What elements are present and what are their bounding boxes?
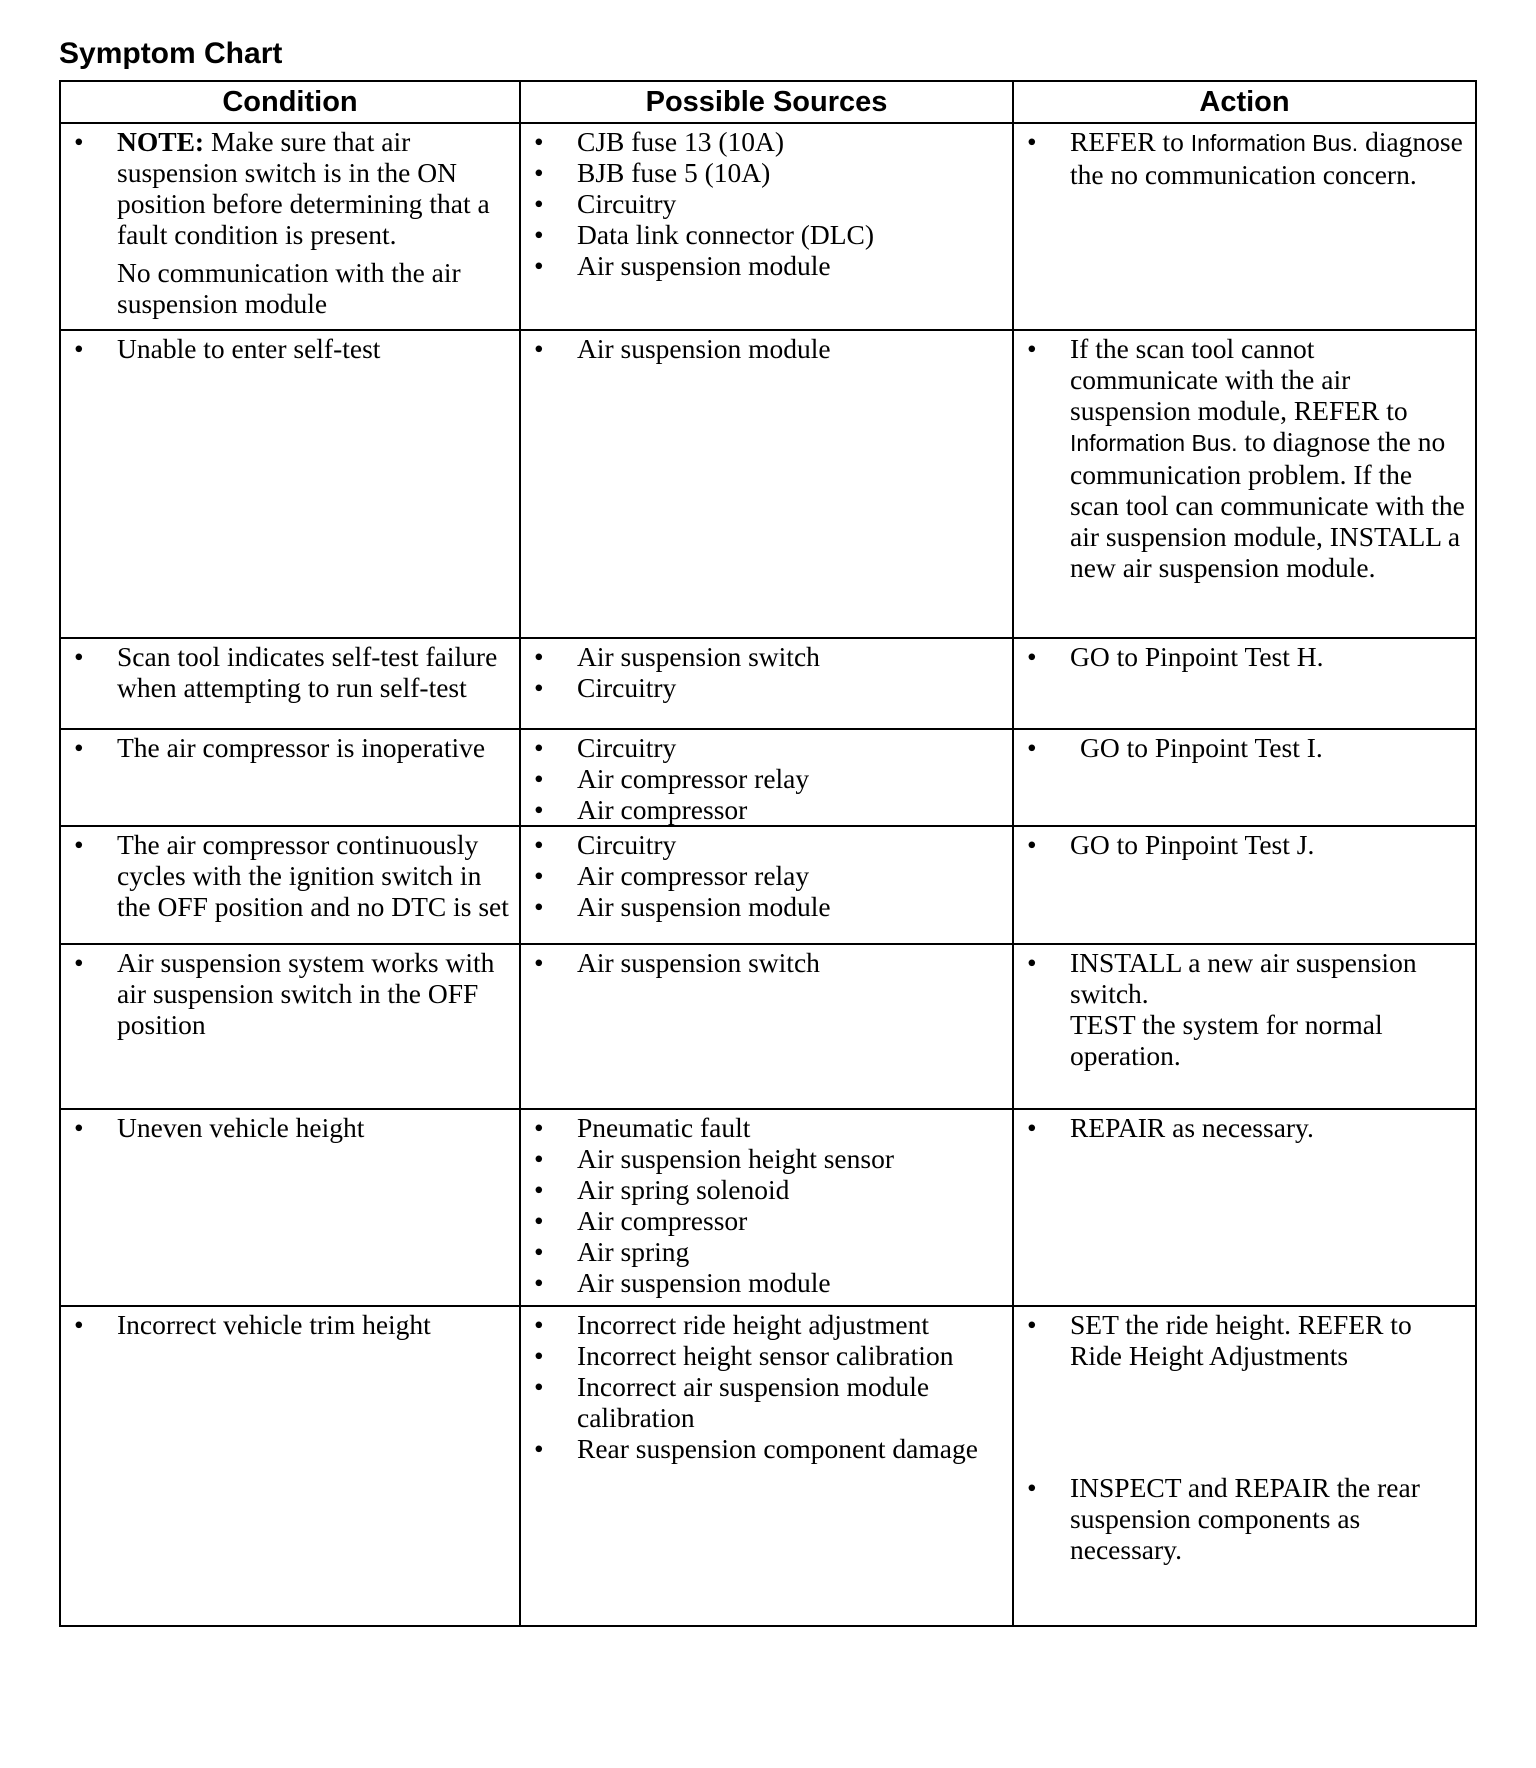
condition-cell <box>60 1109 520 1306</box>
sources-cell <box>520 729 1013 826</box>
source-item: • CJB fuse 13 (10A) <box>529 126 1004 157</box>
condition-item: • The air compressor continuously cycles with the ignition switch in the OFF position and no DTC is set <box>69 829 511 922</box>
information-bus-reference: Information Bus. <box>1070 430 1238 456</box>
note-text: Make sure that air suspension switch is in the ON position before determining that a fault condition is present. <box>117 126 490 250</box>
action-cell <box>1013 826 1476 944</box>
condition-item: • Scan tool indicates self-test failure when attempting to run self-test <box>69 641 511 703</box>
action-line: • INSTALL a new air suspension switch. <box>1070 947 1417 1009</box>
action-item <box>1022 947 1467 1071</box>
source-item: • Circuitry <box>529 672 1004 703</box>
sources-cell <box>520 330 1013 638</box>
action-item: • GO to Pinpoint Test H. <box>1022 641 1467 672</box>
action-text: to diagnose the no communication problem. If the scan tool can communicate with the air suspension module, INSTALL a new air suspension module. <box>1070 426 1465 583</box>
sources-cell <box>520 1306 1013 1626</box>
source-item: • Circuitry <box>529 732 1004 763</box>
source-item: • Air compressor relay <box>529 860 1004 891</box>
condition-item: • The air compressor is inoperative <box>69 732 511 763</box>
condition-cell <box>60 826 520 944</box>
source-item: • Pneumatic fault <box>529 1112 1004 1143</box>
table-row <box>60 123 1476 330</box>
action-text: If the scan tool cannot communicate with the air suspension module, REFER to <box>1070 333 1408 426</box>
source-item: • Air suspension module <box>529 250 1004 281</box>
condition-item: • Unable to enter self-test <box>69 333 511 364</box>
sources-cell <box>520 123 1013 330</box>
information-bus-reference: Information Bus. <box>1190 130 1359 156</box>
source-item: • BJB fuse 5 (10A) <box>529 157 1004 188</box>
table-row <box>60 826 1476 944</box>
sources-cell <box>520 944 1013 1109</box>
source-item: • Air compressor <box>529 1205 1004 1236</box>
condition-cell <box>60 123 520 330</box>
action-item: • SET the ride height. REFER to Ride Height Adjustments <box>1022 1309 1467 1371</box>
source-item: • Circuitry <box>529 829 1004 860</box>
action-item <box>1022 333 1467 583</box>
sources-cell <box>520 638 1013 729</box>
source-item: • Air compressor relay <box>529 763 1004 794</box>
table-row <box>60 944 1476 1109</box>
source-item: • Air compressor <box>529 794 1004 825</box>
condition-item: • Air suspension system works with air suspension switch in the OFF position <box>69 947 511 1040</box>
action-item: • REPAIR as necessary. <box>1022 1112 1467 1143</box>
table-row <box>60 330 1476 638</box>
action-item: • GO to Pinpoint Test J. <box>1022 829 1467 860</box>
table-row <box>60 1109 1476 1306</box>
table-header-row <box>60 81 1476 123</box>
source-item: • Circuitry <box>529 188 1004 219</box>
source-item: • Air suspension module <box>529 1267 1004 1298</box>
condition-cell <box>60 638 520 729</box>
source-item: • Air spring solenoid <box>529 1174 1004 1205</box>
action-item <box>1022 126 1467 190</box>
action-cell <box>1013 638 1476 729</box>
source-item: • Rear suspension component damage <box>529 1433 1004 1464</box>
condition-cell <box>60 330 520 638</box>
action-text: REFER to <box>1070 126 1191 157</box>
source-item: • Air suspension switch <box>529 947 1004 978</box>
source-item: • Incorrect ride height adjustment <box>529 1309 1004 1340</box>
condition-item: • Uneven vehicle height <box>69 1112 511 1143</box>
condition-extra: No communication with the air suspension module <box>117 257 461 319</box>
condition-item <box>69 126 511 250</box>
source-item: • Air suspension switch <box>529 641 1004 672</box>
header-possible-sources: Possible Sources <box>520 81 1013 123</box>
action-cell <box>1013 729 1476 826</box>
action-item: • INSPECT and REPAIR the rear suspension components as necessary. <box>1022 1472 1467 1565</box>
header-action: Action <box>1013 81 1476 123</box>
source-item: • Incorrect air suspension module calibration <box>529 1371 1004 1433</box>
action-text: diagnose the no communication concern. <box>1070 126 1463 190</box>
condition-cell <box>60 1306 520 1626</box>
sources-cell <box>520 826 1013 944</box>
source-item: • Air suspension module <box>529 891 1004 922</box>
symptom-table <box>59 80 1477 1627</box>
source-item: • Air spring <box>529 1236 1004 1267</box>
table-row <box>60 729 1476 826</box>
action-text: GO to Pinpoint Test I. <box>1080 732 1323 763</box>
action-cell <box>1013 123 1476 330</box>
condition-cell <box>60 729 520 826</box>
header-condition: Condition <box>60 81 520 123</box>
condition-cell <box>60 944 520 1109</box>
source-item: • Incorrect height sensor calibration <box>529 1340 1004 1371</box>
action-cell <box>1013 944 1476 1109</box>
chart-title: Symptom Chart <box>59 37 283 70</box>
action-cell <box>1013 1109 1476 1306</box>
source-item: • Air suspension module <box>529 333 1004 364</box>
source-item: • Data link connector (DLC) <box>529 219 1004 250</box>
condition-item: • Incorrect vehicle trim height <box>69 1309 511 1340</box>
action-item <box>1022 732 1467 763</box>
note-label: NOTE: <box>117 126 205 157</box>
action-cell <box>1013 330 1476 638</box>
table-row <box>60 1306 1476 1626</box>
table-row <box>60 638 1476 729</box>
action-cell <box>1013 1306 1476 1626</box>
sources-cell <box>520 1109 1013 1306</box>
source-item: • Air suspension height sensor <box>529 1143 1004 1174</box>
action-line: TEST the system for normal operation. <box>1070 1009 1383 1071</box>
